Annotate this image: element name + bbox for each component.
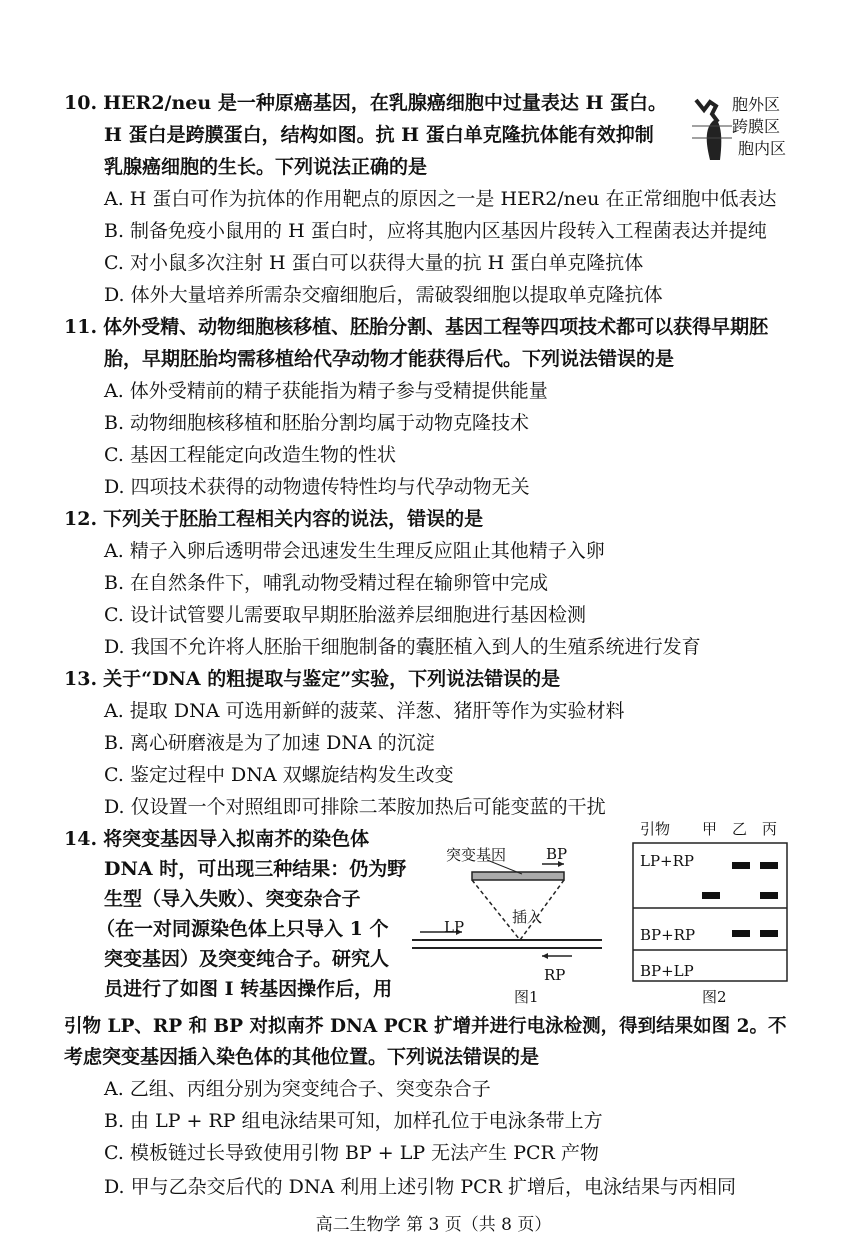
fig2-header-yi: 乙	[732, 820, 748, 838]
q13-stem-1: 关于“DNA 的粗提取与鉴定”实验，下列说法错误的是	[103, 668, 561, 690]
q13-line-1	[64, 666, 560, 692]
q14-stem-2: DNA 时，可出现三种结果：仍为野	[104, 858, 407, 880]
fig1-lp-label: LP	[444, 918, 465, 936]
q14-stem-1: 将突变基因导入拟南芥的染色体	[103, 828, 370, 850]
fig1-rp-label: RP	[544, 966, 566, 984]
page-footer: 高二生物学 第 3 页（共 8 页）	[315, 1215, 552, 1235]
fig1-insert-label: 插入	[512, 908, 543, 926]
label-intracellular: 胞内区	[738, 139, 787, 158]
q11-option-c: C. 基因工程能定向改造生物的性状	[104, 444, 396, 466]
label-transmembrane: 跨膜区	[732, 117, 781, 136]
q10-stem-3: 乳腺癌细胞的生长。下列说法正确的是	[104, 156, 428, 178]
q12-option-c: C. 设计试管婴儿需要取早期胚胎滋养层细胞进行基因检测	[104, 604, 586, 626]
fig1-mutant-gene-label: 突变基因	[446, 846, 507, 864]
q12-option-b: B. 在自然条件下，哺乳动物受精过程在输卵管中完成	[104, 572, 549, 594]
label-extracellular: 胞外区	[732, 95, 781, 114]
q10-option-b: B. 制备免疫小鼠用的 H 蛋白时，应将其胞内区基因片段转入工程菌表达并提纯	[104, 220, 767, 242]
q13-option-c: C. 鉴定过程中 DNA 双螺旋结构发生改变	[104, 764, 454, 786]
q13-option-b: B. 离心研磨液是为了加速 DNA 的沉淀	[104, 732, 435, 754]
band-lprp-lower-bing	[760, 892, 778, 899]
q14-stem-3: 生型（导入失败）、突变杂合子	[104, 888, 361, 910]
band-lprp-upper-bing	[760, 862, 778, 869]
q11-option-a: A. 体外受精前的精子获能指为精子参与受精提供能量	[104, 380, 548, 402]
q10-stem-1: HER2/neu 是一种原癌基因，在乳腺癌细胞中过量表达 H 蛋白。	[103, 92, 668, 114]
q14-option-d: D. 甲与乙杂交后代的 DNA 利用上述引物 PCR 扩增后，电泳结果与丙相同	[104, 1176, 737, 1198]
fig2-header-primer: 引物	[640, 820, 671, 838]
fig2-row-bplp: BP+LP	[640, 962, 694, 980]
band-bprp-bing	[760, 930, 778, 937]
q14-option-b: B. 由 LP + RP 组电泳结果可知，加样孔位于电泳条带上方	[104, 1110, 603, 1132]
q10-option-d: D. 体外大量培养所需杂交瘤细胞后，需破裂细胞以提取单克隆抗体	[104, 284, 663, 306]
fig2-header-jia: 甲	[702, 820, 718, 838]
q10-option-a: A. H 蛋白可作为抗体的作用靶点的原因之一是 HER2/neu 在正常细胞中低表达	[104, 188, 777, 210]
q10-line-1	[64, 90, 667, 116]
q14-option-c: C. 模板链过长导致使用引物 BP + LP 无法产生 PCR 产物	[104, 1142, 599, 1164]
q13-option-a: A. 提取 DNA 可选用新鲜的菠菜、洋葱、猪肝等作为实验材料	[104, 700, 625, 722]
q10-option-c: C. 对小鼠多次注射 H 蛋白可以获得大量的抗 H 蛋白单克隆抗体	[104, 252, 644, 274]
q14-stem-5: 突变基因）及突变纯合子。研究人	[104, 948, 390, 970]
q11-number: 11.	[64, 316, 98, 338]
fig2-caption: 图2	[702, 988, 727, 1006]
q12-option-a: A. 精子入卵后透明带会迅速发生生理反应阻止其他精子入卵	[104, 540, 605, 562]
q10-number: 10.	[64, 92, 98, 114]
q12-option-d: D. 我国不允许将人胚胎干细胞制备的囊胚植入到人的生殖系统进行发育	[104, 636, 701, 658]
band-lprp-lower-jia	[702, 892, 720, 899]
q14-option-a: A. 乙组、丙组分别为突变纯合子、突变杂合子	[104, 1078, 491, 1100]
q14-stem-6: 员进行了如图 I 转基因操作后，用	[104, 978, 393, 1000]
band-bprp-yi	[732, 930, 750, 937]
q13-option-d: D. 仅设置一个对照组即可排除二苯胺加热后可能变蓝的干扰	[104, 796, 606, 818]
fig2-header-bing: 丙	[762, 820, 778, 838]
q10-stem-2: H 蛋白是跨膜蛋白，结构如图。抗 H 蛋白单克隆抗体能有效抑制	[104, 124, 654, 146]
band-lprp-upper-yi	[732, 862, 750, 869]
q13-number: 13.	[64, 668, 98, 690]
fig2-row-lprp: LP+RP	[640, 852, 695, 870]
q11-stem-2: 胎，早期胚胎均需移植给代孕动物才能获得后代。下列说法错误的是	[104, 348, 675, 370]
fig2-row-bprp: BP+RP	[640, 926, 696, 944]
q14-number: 14.	[64, 828, 98, 850]
q14-stem-8: 考虑突变基因插入染色体的其他位置。下列说法错误的是	[64, 1046, 540, 1068]
q12-stem-1: 下列关于胚胎工程相关内容的说法，错误的是	[103, 508, 484, 530]
q14-stem-4: （在一对同源染色体上只导入 1 个	[96, 918, 389, 940]
fig1-caption: 图1	[514, 988, 539, 1006]
fig1-bp-label: BP	[546, 845, 568, 863]
q11-option-b: B. 动物细胞核移植和胚胎分割均属于动物克隆技术	[104, 412, 530, 434]
h-protein-diagram	[692, 92, 732, 164]
q12-line-1	[64, 506, 483, 532]
q11-option-d: D. 四项技术获得的动物遗传特性均与代孕动物无关	[104, 476, 530, 498]
q11-stem-1: 体外受精、动物细胞核移植、胚胎分割、基因工程等四项技术都可以获得早期胚	[103, 316, 769, 338]
q14-line-1	[64, 826, 369, 852]
q11-line-1	[64, 314, 768, 340]
q12-number: 12.	[64, 508, 98, 530]
q14-stem-7: 引物 LP、RP 和 BP 对拟南芥 DNA PCR 扩增并进行电泳检测，得到结果如图 2。不	[64, 1016, 787, 1037]
